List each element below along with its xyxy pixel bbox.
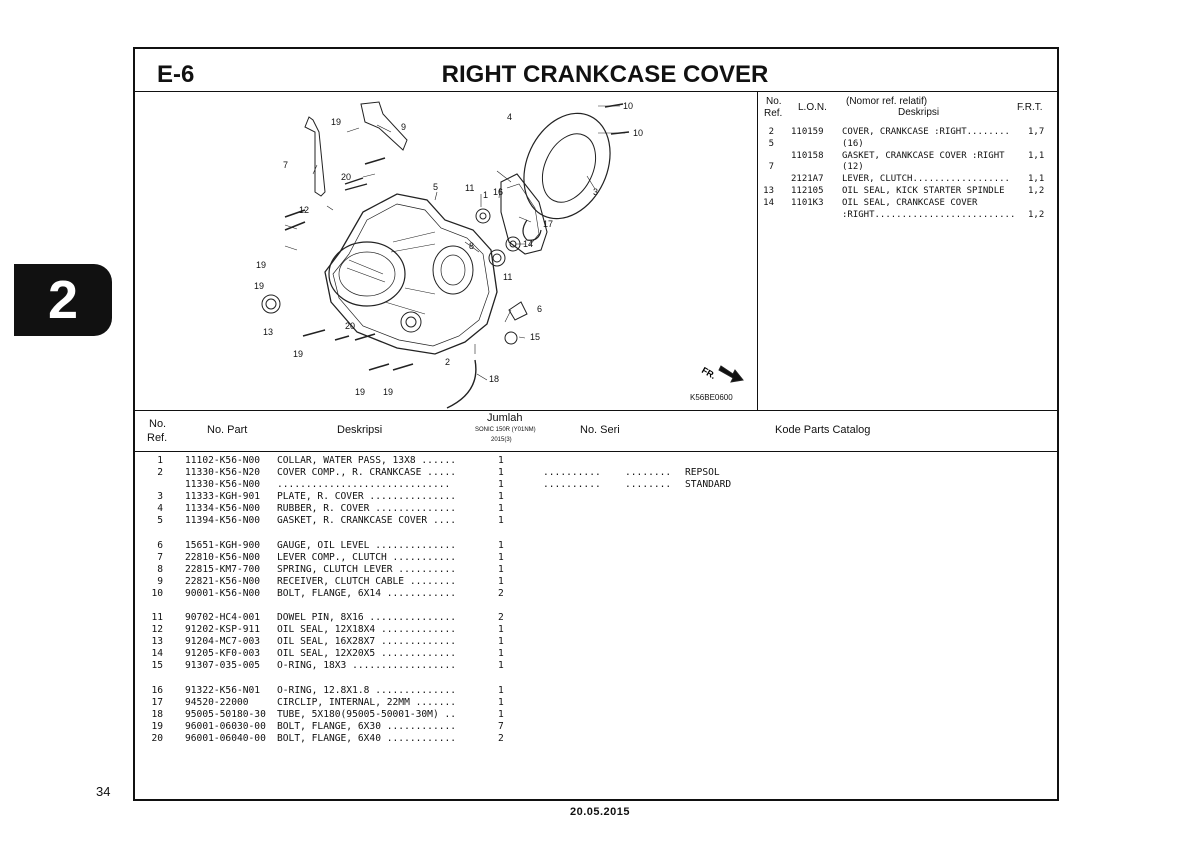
header-quantity-model: SONIC 150R (Y01NM) <box>475 427 536 433</box>
table-row <box>135 467 835 479</box>
lon-row <box>758 174 1057 186</box>
cell-desc: RECEIVER, CLUTCH CABLE ........ <box>277 575 457 587</box>
footer-date: 20.05.2015 <box>569 806 631 818</box>
cell-ref: 3 <box>157 491 163 503</box>
cell-s2: ........ <box>625 479 672 491</box>
diagram-ref-code: K56BE0600 <box>690 393 733 402</box>
callout-10: 10 <box>623 101 634 111</box>
cell-ref: 5 <box>157 515 163 527</box>
cell-qty: 1 <box>498 696 504 708</box>
cell-ref: 19 <box>151 720 163 732</box>
cell-part: 90001-K56-N00 <box>185 587 261 599</box>
cell-desc: TUBE, 5X180(95005-50001-30M) .. <box>277 708 457 720</box>
cell-desc: OIL SEAL, 16X28X7 ............. <box>277 636 457 648</box>
cell-qty: 2 <box>498 732 504 744</box>
table-row <box>135 612 835 624</box>
lon-cell-lon: 112105 <box>791 185 824 196</box>
table-row <box>135 733 835 745</box>
cell-ref: 11 <box>151 612 163 624</box>
cell-desc: DOWEL PIN, 8X16 ............... <box>277 612 457 624</box>
cell-part: 11394-K56-N00 <box>185 515 261 527</box>
cell-qty: 1 <box>498 455 504 466</box>
callout-4: 4 <box>507 112 513 122</box>
callout-17: 17 <box>543 219 554 229</box>
cell-qty: 2 <box>498 587 504 599</box>
cell-part: 22815-KM7-700 <box>185 563 261 575</box>
cell-qty: 1 <box>498 479 504 491</box>
lon-cell-ref: 14 <box>763 197 774 208</box>
cell-qty: 1 <box>498 539 504 551</box>
table-row <box>135 503 835 515</box>
cell-s2: ........ <box>625 467 672 479</box>
callout-13: 13 <box>263 327 274 337</box>
callout-9: 9 <box>401 122 407 132</box>
callout-2: 2 <box>445 357 451 367</box>
cell-qty: 1 <box>498 708 504 720</box>
lon-cell-desc: (16) <box>842 138 864 149</box>
lon-cell-desc: OIL SEAL, KICK STARTER SPINDLE <box>842 185 1005 196</box>
cell-qty: 1 <box>498 467 504 479</box>
cell-desc: COLLAR, WATER PASS, 13X8 ...... <box>277 455 457 466</box>
cell-qty: 1 <box>498 648 504 660</box>
cell-part: 11333-KGH-901 <box>185 491 261 503</box>
cell-ref: 2 <box>157 467 163 479</box>
cell-part: 95005-50180-30 <box>185 708 266 720</box>
cell-ref: 12 <box>151 624 163 636</box>
header-catalog-code: Kode Parts Catalog <box>775 424 871 436</box>
table-row <box>135 576 835 588</box>
cell-part: 91322-K56-N01 <box>185 684 261 696</box>
callout-10b: 10 <box>633 128 644 138</box>
callout-19d: 19 <box>293 349 304 359</box>
cell-desc: OIL SEAL, 12X18X4 ............. <box>277 624 457 636</box>
header-serial: No. Seri <box>580 424 620 436</box>
lon-cell-ref: 13 <box>763 185 774 196</box>
table-row <box>135 648 835 660</box>
exploded-diagram <box>135 92 758 410</box>
cell-desc: GAUGE, OIL LEVEL .............. <box>277 539 457 551</box>
cell-qty: 1 <box>498 551 504 563</box>
lon-row <box>758 198 1057 210</box>
front-label: FR. <box>700 365 718 381</box>
lon-header-desc-note: (Nomor ref. relatif) <box>846 96 928 107</box>
header-description: Deskripsi <box>337 424 383 436</box>
cell-desc: LEVER COMP., CLUTCH ........... <box>277 551 457 563</box>
lon-row <box>758 186 1057 198</box>
cell-qty: 1 <box>498 503 504 515</box>
callout-15: 15 <box>530 332 541 342</box>
cell-part: 15651-KGH-900 <box>185 539 261 551</box>
cell-part: 91205-KF0-003 <box>185 648 261 660</box>
lon-cell-lon: 2121A7 <box>791 174 824 185</box>
table-row <box>135 660 835 672</box>
lon-cell-desc: GASKET, CRANKCASE COVER :RIGHT <box>842 150 1005 161</box>
table-row <box>135 491 835 503</box>
cell-part: 11330-K56-N00 <box>185 479 261 491</box>
header-no: No. <box>149 418 167 430</box>
lon-cell-frt: 1,2 <box>1028 185 1045 196</box>
callout-19b: 19 <box>256 260 267 270</box>
callout-7: 7 <box>283 160 289 170</box>
lon-row <box>758 210 1057 222</box>
lon-header-frt: F.R.T. <box>1017 102 1043 113</box>
cell-ref: 4 <box>157 503 163 515</box>
lon-cell-lon: 110158 <box>791 150 824 161</box>
header-quantity-year: 2015(3) <box>491 437 512 443</box>
callout-8: 8 <box>469 241 475 251</box>
lon-cell-ref: 5 <box>768 138 774 149</box>
lon-row <box>758 139 1057 151</box>
callout-5: 5 <box>433 182 439 192</box>
callout-1: 1 <box>483 190 489 200</box>
cell-ref: 1 <box>157 455 163 466</box>
lon-cell-ref: 7 <box>768 162 774 173</box>
callout-20b: 20 <box>345 321 356 331</box>
title-bar <box>135 49 1057 92</box>
lon-cell-frt: 1,1 <box>1028 150 1045 161</box>
cell-ref: 17 <box>151 696 163 708</box>
cell-ref: 9 <box>157 575 163 587</box>
lon-table <box>758 92 1057 410</box>
parts-table-header <box>135 410 1057 452</box>
cell-s1: .......... <box>543 467 601 479</box>
cell-desc: SPRING, CLUTCH LEVER .......... <box>277 563 457 575</box>
callout-18: 18 <box>489 374 500 384</box>
lon-cell-desc: LEVER, CLUTCH.................. <box>842 174 1010 185</box>
callout-19: 19 <box>331 117 342 127</box>
table-row <box>135 552 835 564</box>
lon-header-ref: Ref. <box>764 108 783 119</box>
lon-cell-desc: (12) <box>842 162 864 173</box>
callout-16: 16 <box>493 187 504 197</box>
cell-desc: CIRCLIP, INTERNAL, 22MM ....... <box>277 696 457 708</box>
cell-ref: 16 <box>151 684 163 696</box>
cell-qty: 2 <box>498 612 504 624</box>
cell-ref: 14 <box>151 648 163 660</box>
lon-row <box>758 127 1057 139</box>
callout-labels <box>254 101 718 397</box>
table-row <box>135 564 835 576</box>
cell-part: 91307-035-005 <box>185 660 261 672</box>
cell-qty: 1 <box>498 624 504 636</box>
cell-desc: BOLT, FLANGE, 6X14 ............ <box>277 587 457 599</box>
lon-header-desc: Deskripsi <box>898 107 940 118</box>
lon-row <box>758 162 1057 174</box>
callout-14: 14 <box>523 239 534 249</box>
cell-qty: 1 <box>498 636 504 648</box>
cell-qty: 7 <box>498 720 504 732</box>
cell-part: 11102-K56-N00 <box>185 455 261 466</box>
table-row <box>135 479 835 491</box>
cell-desc: COVER COMP., R. CRANKCASE ..... <box>277 467 457 479</box>
table-row <box>135 588 835 600</box>
callout-11b: 11 <box>503 272 513 282</box>
cell-part: 91202-KSP-911 <box>185 624 261 636</box>
cell-desc: O-RING, 18X3 .................. <box>277 660 457 672</box>
lon-cell-desc: :RIGHT.......................... <box>842 209 1016 220</box>
lon-cell-desc: OIL SEAL, CRANKCASE COVER <box>842 197 978 208</box>
callout-19c: 19 <box>254 281 265 291</box>
cell-note: STANDARD <box>685 479 732 491</box>
callout-20: 20 <box>341 172 352 182</box>
table-row <box>135 455 835 467</box>
parts-rows <box>135 455 835 745</box>
lon-cell-frt: 1,2 <box>1028 209 1045 220</box>
cell-part: 94520-22000 <box>185 696 249 708</box>
cell-ref: 20 <box>151 732 163 744</box>
cell-qty: 1 <box>498 491 504 503</box>
lon-cell-frt: 1,7 <box>1028 127 1045 137</box>
catalog-frame <box>133 47 1059 801</box>
cell-desc: OIL SEAL, 12X20X5 ............. <box>277 648 457 660</box>
chapter-tab: 2 <box>14 264 112 336</box>
lon-rows <box>758 127 1057 221</box>
table-row <box>135 540 835 552</box>
cell-desc: BOLT, FLANGE, 6X30 ............ <box>277 720 457 732</box>
page-number: 34 <box>96 784 111 799</box>
cell-part: 96001-06040-00 <box>185 732 266 744</box>
table-row <box>135 515 835 527</box>
cell-ref: 7 <box>157 551 163 563</box>
page-title: RIGHT CRANKCASE COVER <box>441 61 769 88</box>
callout-6: 6 <box>537 304 543 314</box>
cell-ref: 8 <box>157 563 163 575</box>
lon-cell-desc: COVER, CRANKCASE :RIGHT........ <box>842 127 1010 137</box>
cell-qty: 1 <box>498 575 504 587</box>
lon-header-no: No. <box>766 96 782 107</box>
lon-cell-lon: 110159 <box>791 127 824 137</box>
cell-desc: O-RING, 12.8X1.8 .............. <box>277 684 457 696</box>
table-row <box>135 721 835 733</box>
cell-qty: 1 <box>498 563 504 575</box>
cell-qty: 1 <box>498 660 504 672</box>
callout-11: 11 <box>465 183 475 193</box>
cell-part: 91204-MC7-003 <box>185 636 261 648</box>
cell-s1: .......... <box>543 479 601 491</box>
lon-row <box>758 151 1057 163</box>
cell-part: 11330-K56-N20 <box>185 467 261 479</box>
table-row <box>135 624 835 636</box>
cell-ref: 13 <box>151 636 163 648</box>
table-row <box>135 685 835 697</box>
cell-ref: 15 <box>151 660 163 672</box>
cell-ref: 10 <box>151 587 163 599</box>
table-row <box>135 636 835 648</box>
cell-ref: 18 <box>151 708 163 720</box>
lon-cell-lon: 1101K3 <box>791 197 824 208</box>
cell-qty: 1 <box>498 684 504 696</box>
header-ref: Ref. <box>147 432 168 444</box>
lon-cell-ref: 2 <box>768 127 774 137</box>
header-quantity: Jumlah <box>487 412 523 424</box>
callout-19f: 19 <box>383 387 394 397</box>
cell-desc: RUBBER, R. COVER .............. <box>277 503 457 515</box>
table-row <box>135 697 835 709</box>
cell-desc: BOLT, FLANGE, 6X40 ............ <box>277 732 457 744</box>
cell-qty: 1 <box>498 515 504 527</box>
cell-part: 22821-K56-N00 <box>185 575 261 587</box>
crankcase-cover-drawing <box>135 92 757 410</box>
cell-part: 11334-K56-N00 <box>185 503 261 515</box>
cell-desc: GASKET, R. CRANKCASE COVER .... <box>277 515 457 527</box>
callout-19e: 19 <box>355 387 366 397</box>
cell-part: 96001-06030-00 <box>185 720 266 732</box>
section-code: E-6 <box>157 61 195 88</box>
cell-note: REPSOL <box>685 467 720 479</box>
header-part-number: No. Part <box>207 424 248 436</box>
cell-ref: 6 <box>157 539 163 551</box>
cell-desc: PLATE, R. COVER ............... <box>277 491 457 503</box>
table-row <box>135 709 835 721</box>
callout-12: 12 <box>299 205 310 215</box>
cell-desc: .............................. <box>277 479 451 491</box>
callout-3: 3 <box>593 187 599 197</box>
cell-part: 22810-K56-N00 <box>185 551 261 563</box>
lon-header-lon: L.O.N. <box>798 102 827 113</box>
cell-part: 90702-HC4-001 <box>185 612 261 624</box>
lon-cell-frt: 1,1 <box>1028 174 1045 185</box>
